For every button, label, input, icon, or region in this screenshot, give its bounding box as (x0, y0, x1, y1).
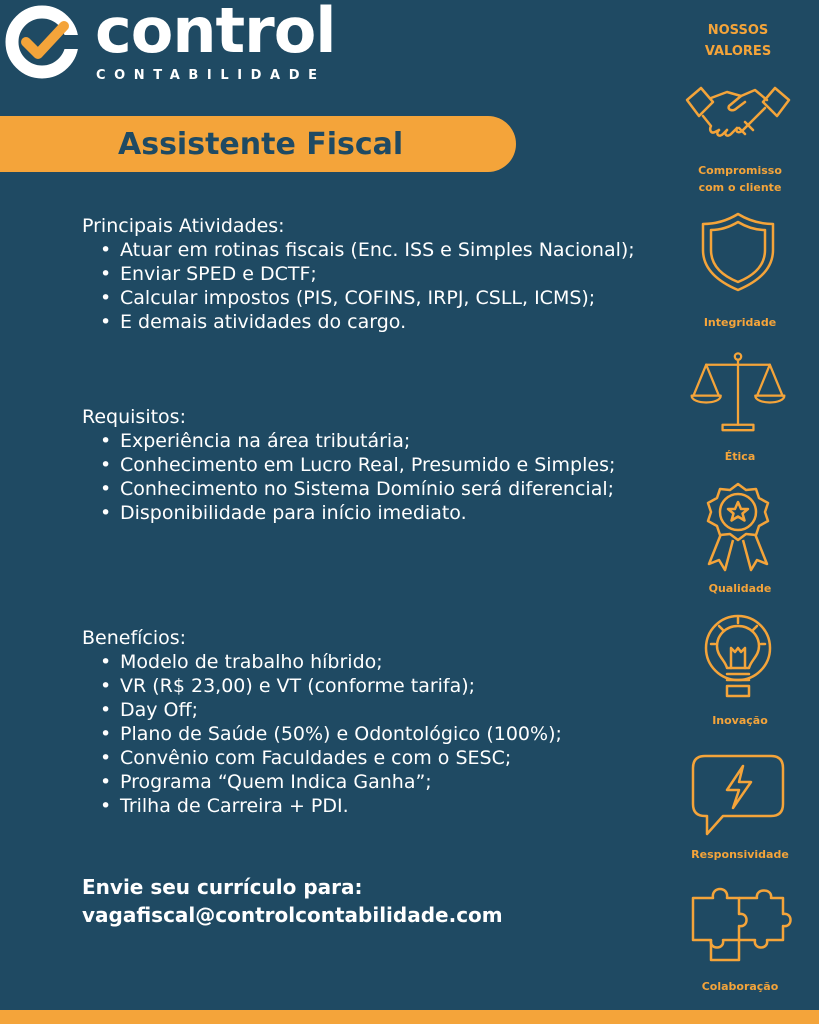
list-item: • Disponibilidade para início imediato. (100, 502, 467, 524)
page-title: Assistente Fiscal (118, 127, 404, 162)
bottom-accent-bar (0, 1010, 819, 1024)
list-item: • Trilha de Carreira + PDI. (100, 795, 349, 817)
benefits-heading: Benefícios: (82, 627, 187, 649)
activities-heading: Principais Atividades: (82, 215, 285, 237)
list-item: • Calcular impostos (PIS, COFINS, IRPJ, CSLL, ICMS); (100, 287, 596, 309)
list-item: • VR (R$ 23,00) e VT (conforme tarifa); (100, 675, 476, 697)
list-item: • Conhecimento no Sistema Domínio será diferencial; (100, 478, 615, 500)
list-item: • Day Off; (100, 699, 199, 721)
requirements-list (82, 429, 642, 525)
list-item: • Modelo de trabalho híbrido; (100, 651, 383, 673)
list-item: • Enviar SPED e DCTF; (100, 263, 317, 285)
list-item: • Experiência na área tributária; (100, 430, 411, 452)
logo-wordmark: control (95, 0, 336, 67)
lightbulb-icon (683, 612, 793, 704)
scale-icon (683, 352, 793, 432)
email-link[interactable]: vagafiscal@controlcontabilidade.com (82, 903, 503, 927)
value-label-responsividade: Responsividade (691, 848, 789, 861)
list-item: • Convênio com Faculdades e com o SESC; (100, 747, 512, 769)
list-item: • Atuar em rotinas fiscais (Enc. ISS e Simples Nacional); (100, 239, 635, 261)
value-label-inovacao: Inovação (712, 714, 768, 727)
requirements-heading: Requisitos: (82, 406, 186, 428)
shield-icon (683, 212, 793, 292)
award-ribbon-icon (683, 482, 793, 574)
benefits-list (82, 650, 662, 818)
value-label-colaboracao: Colaboração (701, 980, 779, 993)
cta-block (82, 873, 503, 929)
cta-text: Envie seu currículo para: (82, 875, 363, 899)
list-item: • E demais atividades do cargo. (100, 311, 407, 333)
value-label-qualidade: Qualidade (708, 582, 772, 595)
logo-subtitle: CONTABILIDADE (96, 68, 326, 83)
value-label-compromisso: Compromisso com o cliente (698, 164, 782, 194)
activities-section (82, 214, 662, 334)
handshake-icon (683, 78, 793, 158)
requirements-section (82, 405, 642, 525)
list-item: • Conhecimento em Lucro Real, Presumido e Simples; (100, 454, 616, 476)
lightning-chat-icon (683, 752, 793, 840)
list-item: • Programa “Quem Indica Ganha”; (100, 771, 432, 793)
activities-list (82, 238, 662, 334)
value-label-integridade: Integridade (703, 316, 777, 329)
puzzle-icon (683, 876, 793, 966)
list-item: • Plano de Saúde (50%) e Odontológico (100%); (100, 723, 562, 745)
control-logo-icon (2, 2, 82, 82)
value-label-etica: Ética (724, 450, 756, 463)
benefits-section (82, 626, 662, 818)
values-title: NOSSOS VALORES (704, 23, 772, 59)
